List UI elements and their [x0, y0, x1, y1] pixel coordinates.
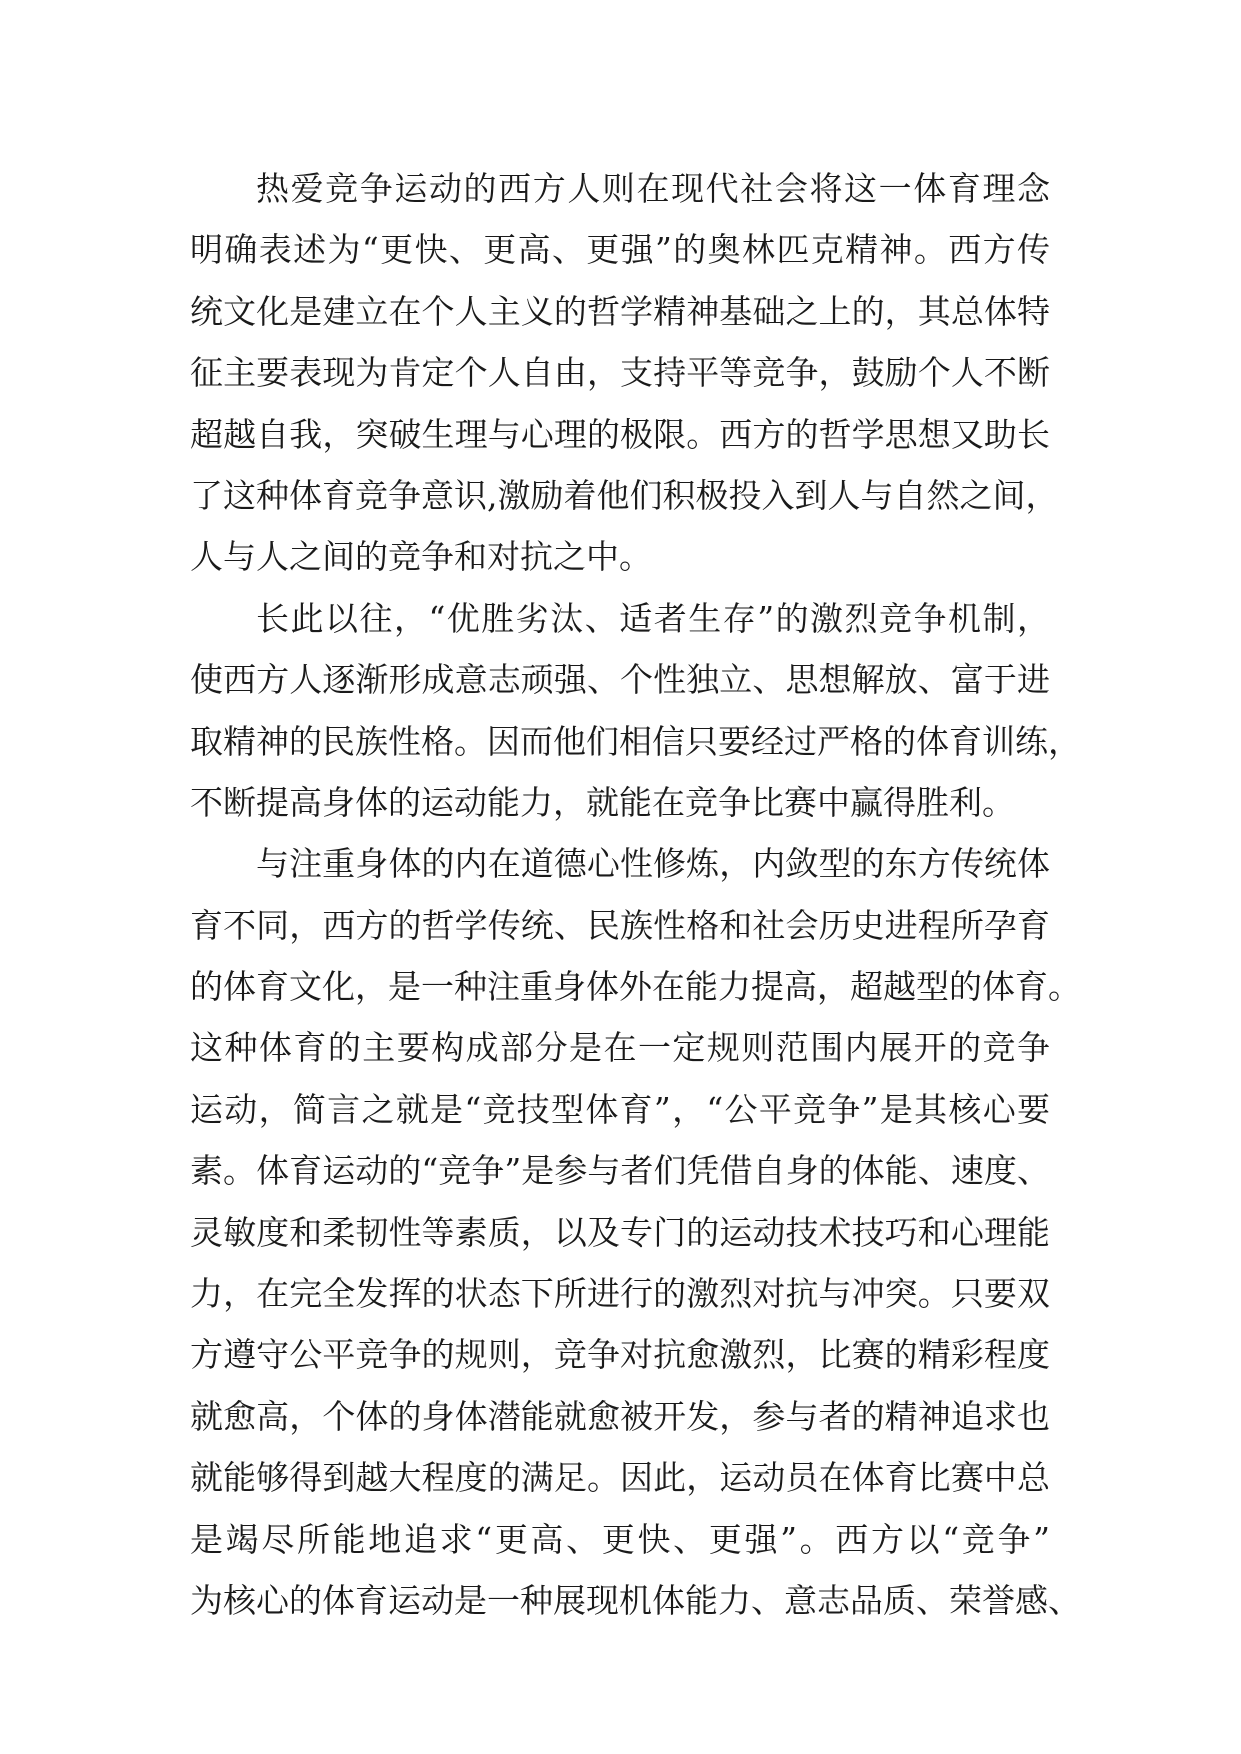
- text-line: 超越自我，突破生理与心理的极限。西方的哲学思想又助长: [190, 414, 1050, 454]
- paragraph-3: [190, 833, 1081, 1631]
- text-line: 明确表述为“更快、更高、更强”的奥林匹克精神。西方传: [190, 230, 1050, 270]
- text-line: 不断提高身体的运动能力，就能在竞争比赛中赢得胜利。: [190, 782, 1015, 822]
- paragraph-1: [190, 158, 1059, 588]
- text-line: 灵敏度和柔韧性等素质，以及专门的运动技术技巧和心理能: [190, 1212, 1050, 1252]
- text-line: 使西方人逐渐形成意志顽强、个性独立、思想解放、富于进: [190, 660, 1050, 700]
- text-line: 力，在完全发挥的状态下所进行的激烈对抗与冲突。只要双: [190, 1274, 1050, 1314]
- text-line: 为核心的体育运动是一种展现机体能力、意志品质、荣誉感、: [190, 1580, 1081, 1620]
- text-line: 育不同，西方的哲学传统、民族性格和社会历史进程所孕育: [190, 905, 1050, 945]
- text-line: 热爱竞争运动的西方人则在现代社会将这一体育理念: [256, 169, 1050, 208]
- text-line: 与注重身体的内在道德心性修炼，内敛型的东方传统体: [256, 844, 1050, 884]
- text-line: 取精神的民族性格。因而他们相信只要经过严格的体育训练，: [190, 721, 1081, 761]
- text-line: 了这种体育竞争意识,激励着他们积极投入到人与自然之间，: [190, 475, 1059, 515]
- text-line: 是竭尽所能地追求“更高、更快、更强”。西方以“竞争”: [190, 1519, 1050, 1559]
- text-line: 就愈高，个体的身体潜能就愈被开发，参与者的精神追求也: [190, 1396, 1050, 1436]
- text-line: 的体育文化，是一种注重身体外在能力提高，超越型的体育。: [190, 967, 1081, 1007]
- text-line: 方遵守公平竞争的规则，竞争对抗愈激烈，比赛的精彩程度: [190, 1335, 1050, 1375]
- text-line: 征主要表现为肯定个人自由，支持平等竞争，鼓励个人不断: [190, 353, 1050, 393]
- text-line: 这种体育的主要构成部分是在一定规则范围内展开的竞争: [190, 1028, 1050, 1068]
- text-line: 长此以往，“优胜劣汰、适者生存”的激烈竞争机制，: [256, 598, 1050, 638]
- text-line: 就能够得到越大程度的满足。因此，运动员在体育比赛中总: [190, 1458, 1050, 1498]
- text-line: 人与人之间的竞争和对抗之中。: [190, 537, 652, 577]
- paragraph-2: [190, 588, 1081, 834]
- body-text: [190, 158, 1081, 1631]
- text-line: 素。体育运动的“竞争”是参与者们凭借自身的体能、速度、: [190, 1151, 1050, 1191]
- text-line: 统文化是建立在个人主义的哲学精神基础之上的，其总体特: [190, 291, 1050, 331]
- text-line: 运动，简言之就是“竞技型体育”，“公平竞争”是其核心要: [190, 1089, 1050, 1129]
